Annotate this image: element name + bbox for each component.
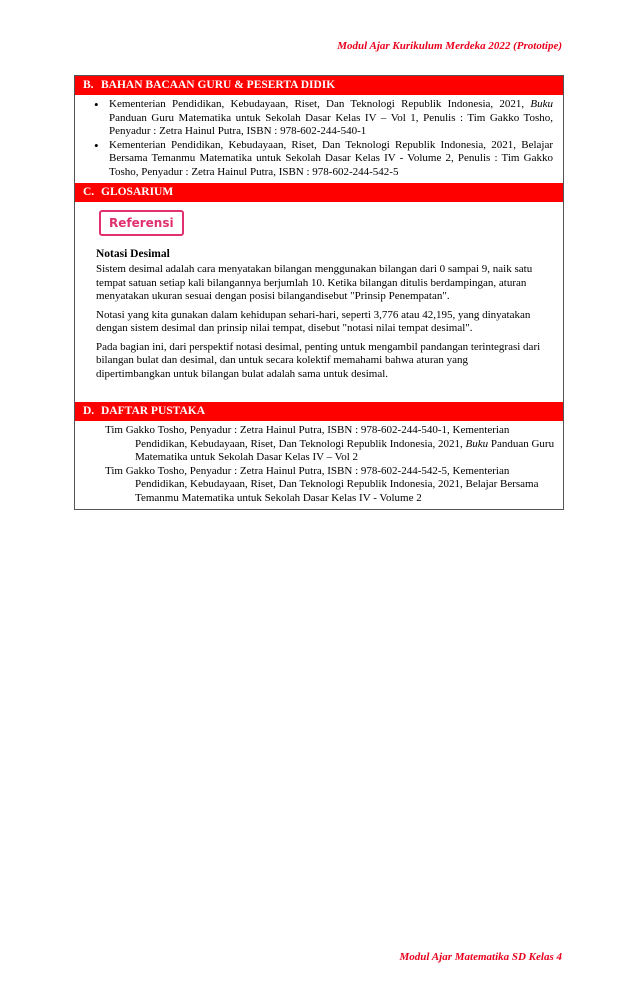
section-d-letter: D.	[83, 405, 95, 417]
bibliography	[75, 421, 563, 509]
bibliography-entry	[105, 424, 555, 465]
glossary-paragraph: Pada bagian ini, dari perspektif notasi desimal, penting untuk mengambil pandangan terintegrasi dari bilangan bulat dan desimal, dan untuk secara kolektif memahami bahwa aturan yang dipertimbangkan untuk bilangan bulat adalah sama untuk desimal.	[96, 340, 541, 380]
glossary-paragraph: Notasi yang kita gunakan dalam kehidupan sehari-hari, seperti 3,776 atau 42,195, yang dinyatakan dengan sistem desimal dan prinsip nilai tempat, disebut "notasi nilai tempat desimal".	[96, 308, 531, 334]
bibliography-text: Tim Gakko Tosho, Penyadur : Zetra Hainul Putra, ISBN : 978-602-244-542-5, Kementerian Pendidikan, Kebudayaan, Riset, Dan Teknologi Republik Indonesia, 2021, Belajar Bersama Temanmu Matematika untuk Sekolah Dasar Kelas IV - Volume 2	[105, 464, 539, 504]
section-d-header	[75, 402, 563, 421]
section-c-title: GLOSARIUM	[101, 186, 174, 198]
glossary-body	[75, 202, 563, 402]
reading-item	[109, 139, 553, 180]
section-b-letter: B.	[83, 79, 94, 91]
content-box	[74, 75, 564, 510]
reading-item-italic: Buku	[530, 98, 553, 110]
running-header: Modul Ajar Kurikulum Merdeka 2022 (Prototipe)	[337, 40, 562, 52]
section-d-title: DAFTAR PUSTAKA	[101, 405, 206, 417]
reading-item	[109, 98, 553, 139]
reading-item-text: Kementerian Pendidikan, Kebudayaan, Riset, Dan Teknologi Republik Indonesia, 2021,	[109, 98, 525, 110]
bibliography-italic: Buku	[465, 437, 489, 450]
referensi-badge: Referensi	[99, 210, 184, 236]
reading-item-text: Panduan Guru Matematika untuk Sekolah Dasar Kelas IV – Vol 1, Penulis : Tim Gakko Tosho, Penyadur : Zetra Hainul Putra, ISBN : 978-602-244-540-1	[109, 111, 553, 137]
running-footer: Modul Ajar Matematika SD Kelas 4	[399, 951, 562, 963]
section-b-header	[75, 76, 563, 95]
bibliography-entry	[105, 465, 555, 506]
reading-list	[75, 98, 563, 179]
glossary-heading: Notasi Desimal	[96, 248, 170, 260]
reading-item-text: Kementerian Pendidikan, Kebudayaan, Riset, Dan Teknologi Republik Indonesia, 2021, Belajar Bersama Temanmu Matematika untuk Sekolah Dasar Kelas IV - Volume 2, Penulis : Tim Gakko Tosho, Penyadur : Zetra Hainul Putra, ISBN : 978-602-244-542-5	[109, 138, 553, 178]
bibliography-text: Panduan Guru Matematika untuk Sekolah Dasar Kelas IV – Vol 2	[135, 437, 555, 463]
section-b-title: BAHAN BACAAN GURU & PESERTA DIDIK	[101, 79, 336, 91]
section-c-header	[75, 183, 563, 202]
glossary-paragraph: Sistem desimal adalah cara menyatakan bilangan menggunakan bilangan dari 0 sampai 9, naik satu tempat satuan setiap kali bilangannya berjumlah 10. Ketika bilangan ditulis berdampingan, aturan menyatakan ukuran sesuai dengan posisi bilangandisebut "Prinsip Penempatan".	[96, 263, 533, 302]
bibliography-text: Tim Gakko Tosho, Penyadur : Zetra Hainul Putra, ISBN : 978-602-244-540-1, Kementerian Pendidikan, Kebudayaan, Riset, Dan Teknologi Republik Indonesia, 2021,	[105, 424, 510, 450]
section-c-letter: C.	[83, 186, 95, 198]
